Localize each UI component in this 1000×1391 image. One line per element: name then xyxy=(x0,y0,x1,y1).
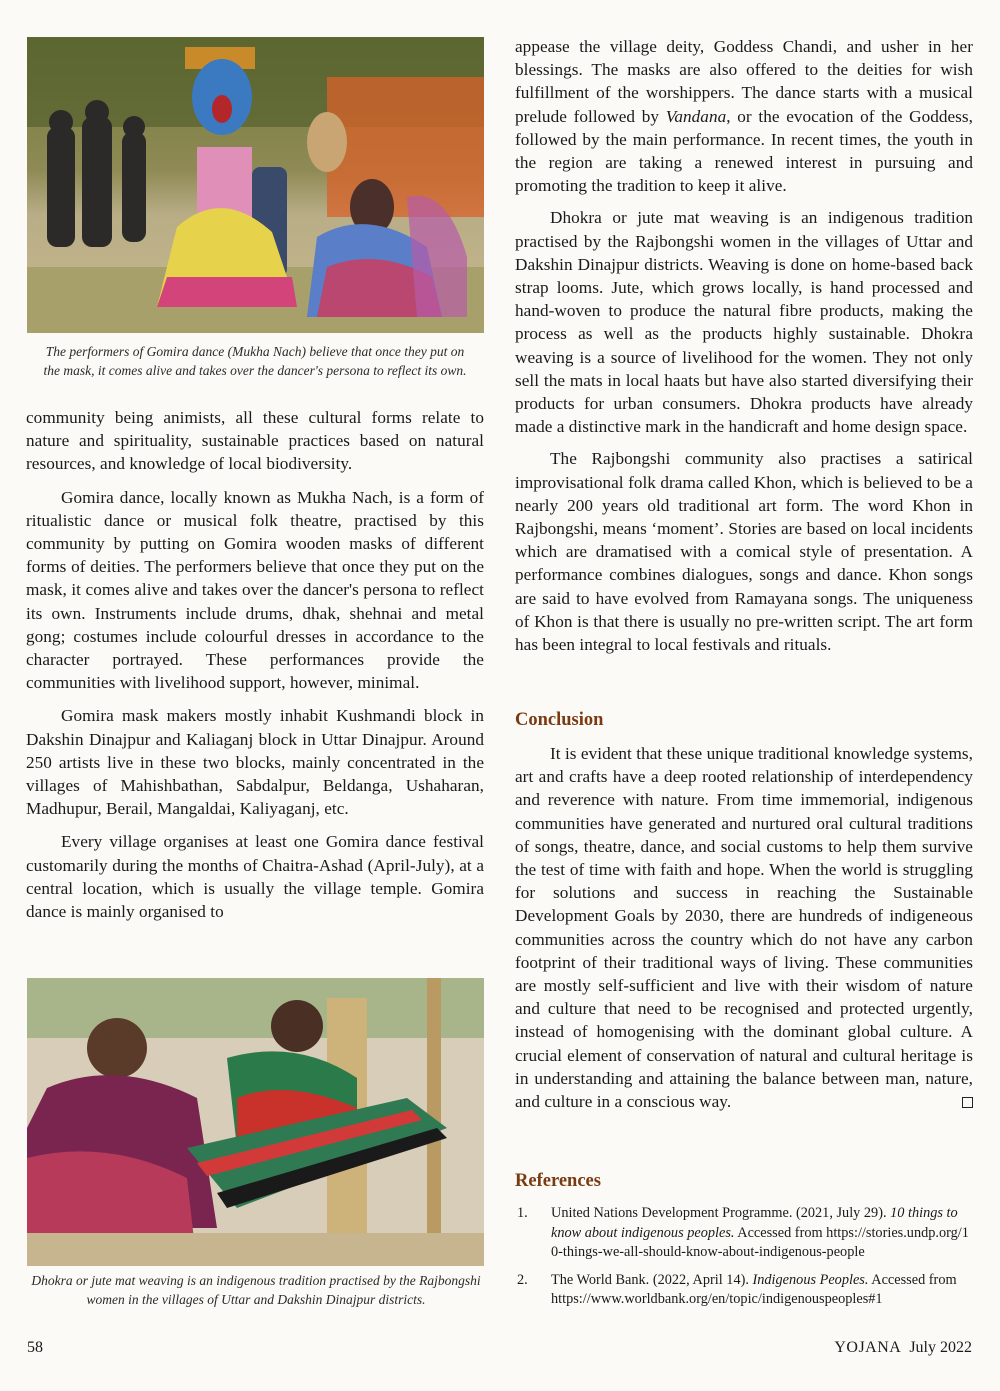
dhokra-weaving-photo xyxy=(27,978,484,1266)
right-column-text xyxy=(515,35,973,656)
right-paragraph-3: The Rajbongshi community also practises a satirical improvisational folk drama called Khon, which is believed to be a nearly 200 years old traditional art form. The word Khon in Rajbongshi, means ‘moment’. Stories are based on local incidents which are dramatised with a comical style of presentation. A performance combines dialogues, songs and dance. Khon songs are said to have evolved from Ramayana songs. The uniqueness of Khon is that there is usually no pre-written script. The art form has been integral to local festivals and rituals. xyxy=(515,449,973,655)
reference-number: 1. xyxy=(517,1205,528,1221)
reference-item xyxy=(515,1271,973,1310)
right-paragraph-2: Dhokra or jute mat weaving is an indigenous tradition practised by the Rajbongshi women in the villages of Uttar and Dakshin Dinajpur districts. Weaving is done on home-based back strap looms. Jute, which grows locally, is hand processed and hand-woven to produce the natural fibre products, making the process as well as the products highly sustainable. Dhokra weaving is a source of livelihood for the women. They not only sell the mats in local haats but have also started diversifying their products for urban consumers. Dhokra products have already made a distinctive mark in the handicraft and home design space. xyxy=(515,208,973,437)
references-heading: References xyxy=(515,1171,601,1191)
right-paragraph-1-part-a: appease the village deity, Goddess Chandi, and usher in her blessings. The masks are also offered to the deities for wish fulfillment of the worshippers. The dance starts with a musical prelude followed by xyxy=(515,37,973,126)
reference-item xyxy=(515,1204,973,1263)
conclusion-text: It is evident that these unique traditional knowledge systems, art and crafts have a deep rooted relationship of interdependency and reverence with nature. From time immemorial, indigenous communities have generated and nurtured oral cultural traditions of songs, theatre, dance, and social customs to help them survive the test of time with faith and hope. When the world is struggling for solutions and success in reaching the Sustainable Development Goals by 2030, there are hundreds of indigeneous communities across the country which do not have any carbon footprint of their traditional ways of living. These communities are mostly self-sufficient and live with their wisdom of nature and culture that need to be recognised and protected urgently, instead of homogenising with the dominant global culture. A crucial element of conservation of natural and cultural heritage is in understanding and attaining the balance between man, nature, and culture in a conscious way. xyxy=(515,744,973,1112)
left-paragraph-4: Every village organises at least one Gomira dance festival customarily during the months of Chaitra-Ashad (April-July), at a central location, which is usually the village temple. Gomira dance is mainly organised to xyxy=(26,832,484,922)
gomira-dance-photo xyxy=(27,37,484,333)
issue-date: July 2022 xyxy=(909,1339,972,1356)
page-number: 58 xyxy=(27,1339,43,1356)
left-column-text xyxy=(26,406,484,923)
conclusion-heading: Conclusion xyxy=(515,710,604,730)
footer-publication xyxy=(834,1339,972,1357)
figure1-caption: The performers of Gomira dance (Mukha Nach) believe that once they put on the mask, it comes alive and takes over the dancer's persona to reflect its own. xyxy=(43,344,467,378)
references-list xyxy=(515,1204,973,1310)
reference-number: 2. xyxy=(517,1271,528,1288)
right-paragraph-1 xyxy=(515,35,973,197)
reference-text: United Nations Development Programme. (2021, July 29). xyxy=(551,1205,891,1221)
right-paragraph-1-part-b: , or the evocation of the Goddess, followed by the main performance. In recent times, the youth in the region are taking a renewed interest in pursuing and promoting the tradition to keep it alive. xyxy=(515,106,973,196)
reference-source: Accessed from https://stories.undp.org/10-things-we-all-should-know-about-indigenous-people xyxy=(551,1224,969,1260)
figure2-caption: Dhokra or jute mat weaving is an indigenous tradition practised by the Rajbongshi women in the villages of Uttar and Dakshin Dinajpur districts. xyxy=(31,1273,481,1307)
vandana-term: Vandana xyxy=(665,106,727,126)
reference-source: Accessed from https://www.worldbank.org/en/topic/indigenouspeoples#1 xyxy=(551,1271,957,1307)
conclusion-paragraph xyxy=(515,742,973,1113)
left-paragraph-2: Gomira dance, locally known as Mukha Nach, is a form of ritualistic dance or musical folk theatre, practised by this community by putting on Gomira wooden masks of different forms of deities. The performers believe that once they put on the mask, it comes alive and takes over the dancer's persona to reflect its own. Instruments include drums, dhak, shehnai and metal gong; costumes include colourful dresses in accordance to the character portrayed. These performances provide the communities with livelihood support, however, minimal. xyxy=(26,487,484,693)
left-paragraph-3: Gomira mask makers mostly inhabit Kushmandi block in Dakshin Dinajpur and Kaliaganj block in Uttar Dinajpur. Around 250 artists live in these two blocks, mainly concentrated in the villages of Mahishbathan, Sabdalpur, Beldanga, Ushaharan, Madhupur, Berail, Mangaldai, Kaliyaganj, etc. xyxy=(26,706,484,819)
reference-title: 10 things to know about indigenous peoples. xyxy=(551,1205,958,1241)
end-of-article-mark-icon xyxy=(962,1097,973,1108)
reference-title: Indigenous Peoples. xyxy=(752,1271,869,1288)
magazine-name: YOJANA xyxy=(834,1339,902,1356)
reference-text: The World Bank. (2022, April 14). xyxy=(551,1271,753,1288)
left-paragraph-1: community being animists, all these cultural forms relate to nature and spirituality, sustainable practices based on natural resources, and knowledge of local biodiversity. xyxy=(26,408,484,474)
conclusion-text-block xyxy=(515,742,973,1113)
